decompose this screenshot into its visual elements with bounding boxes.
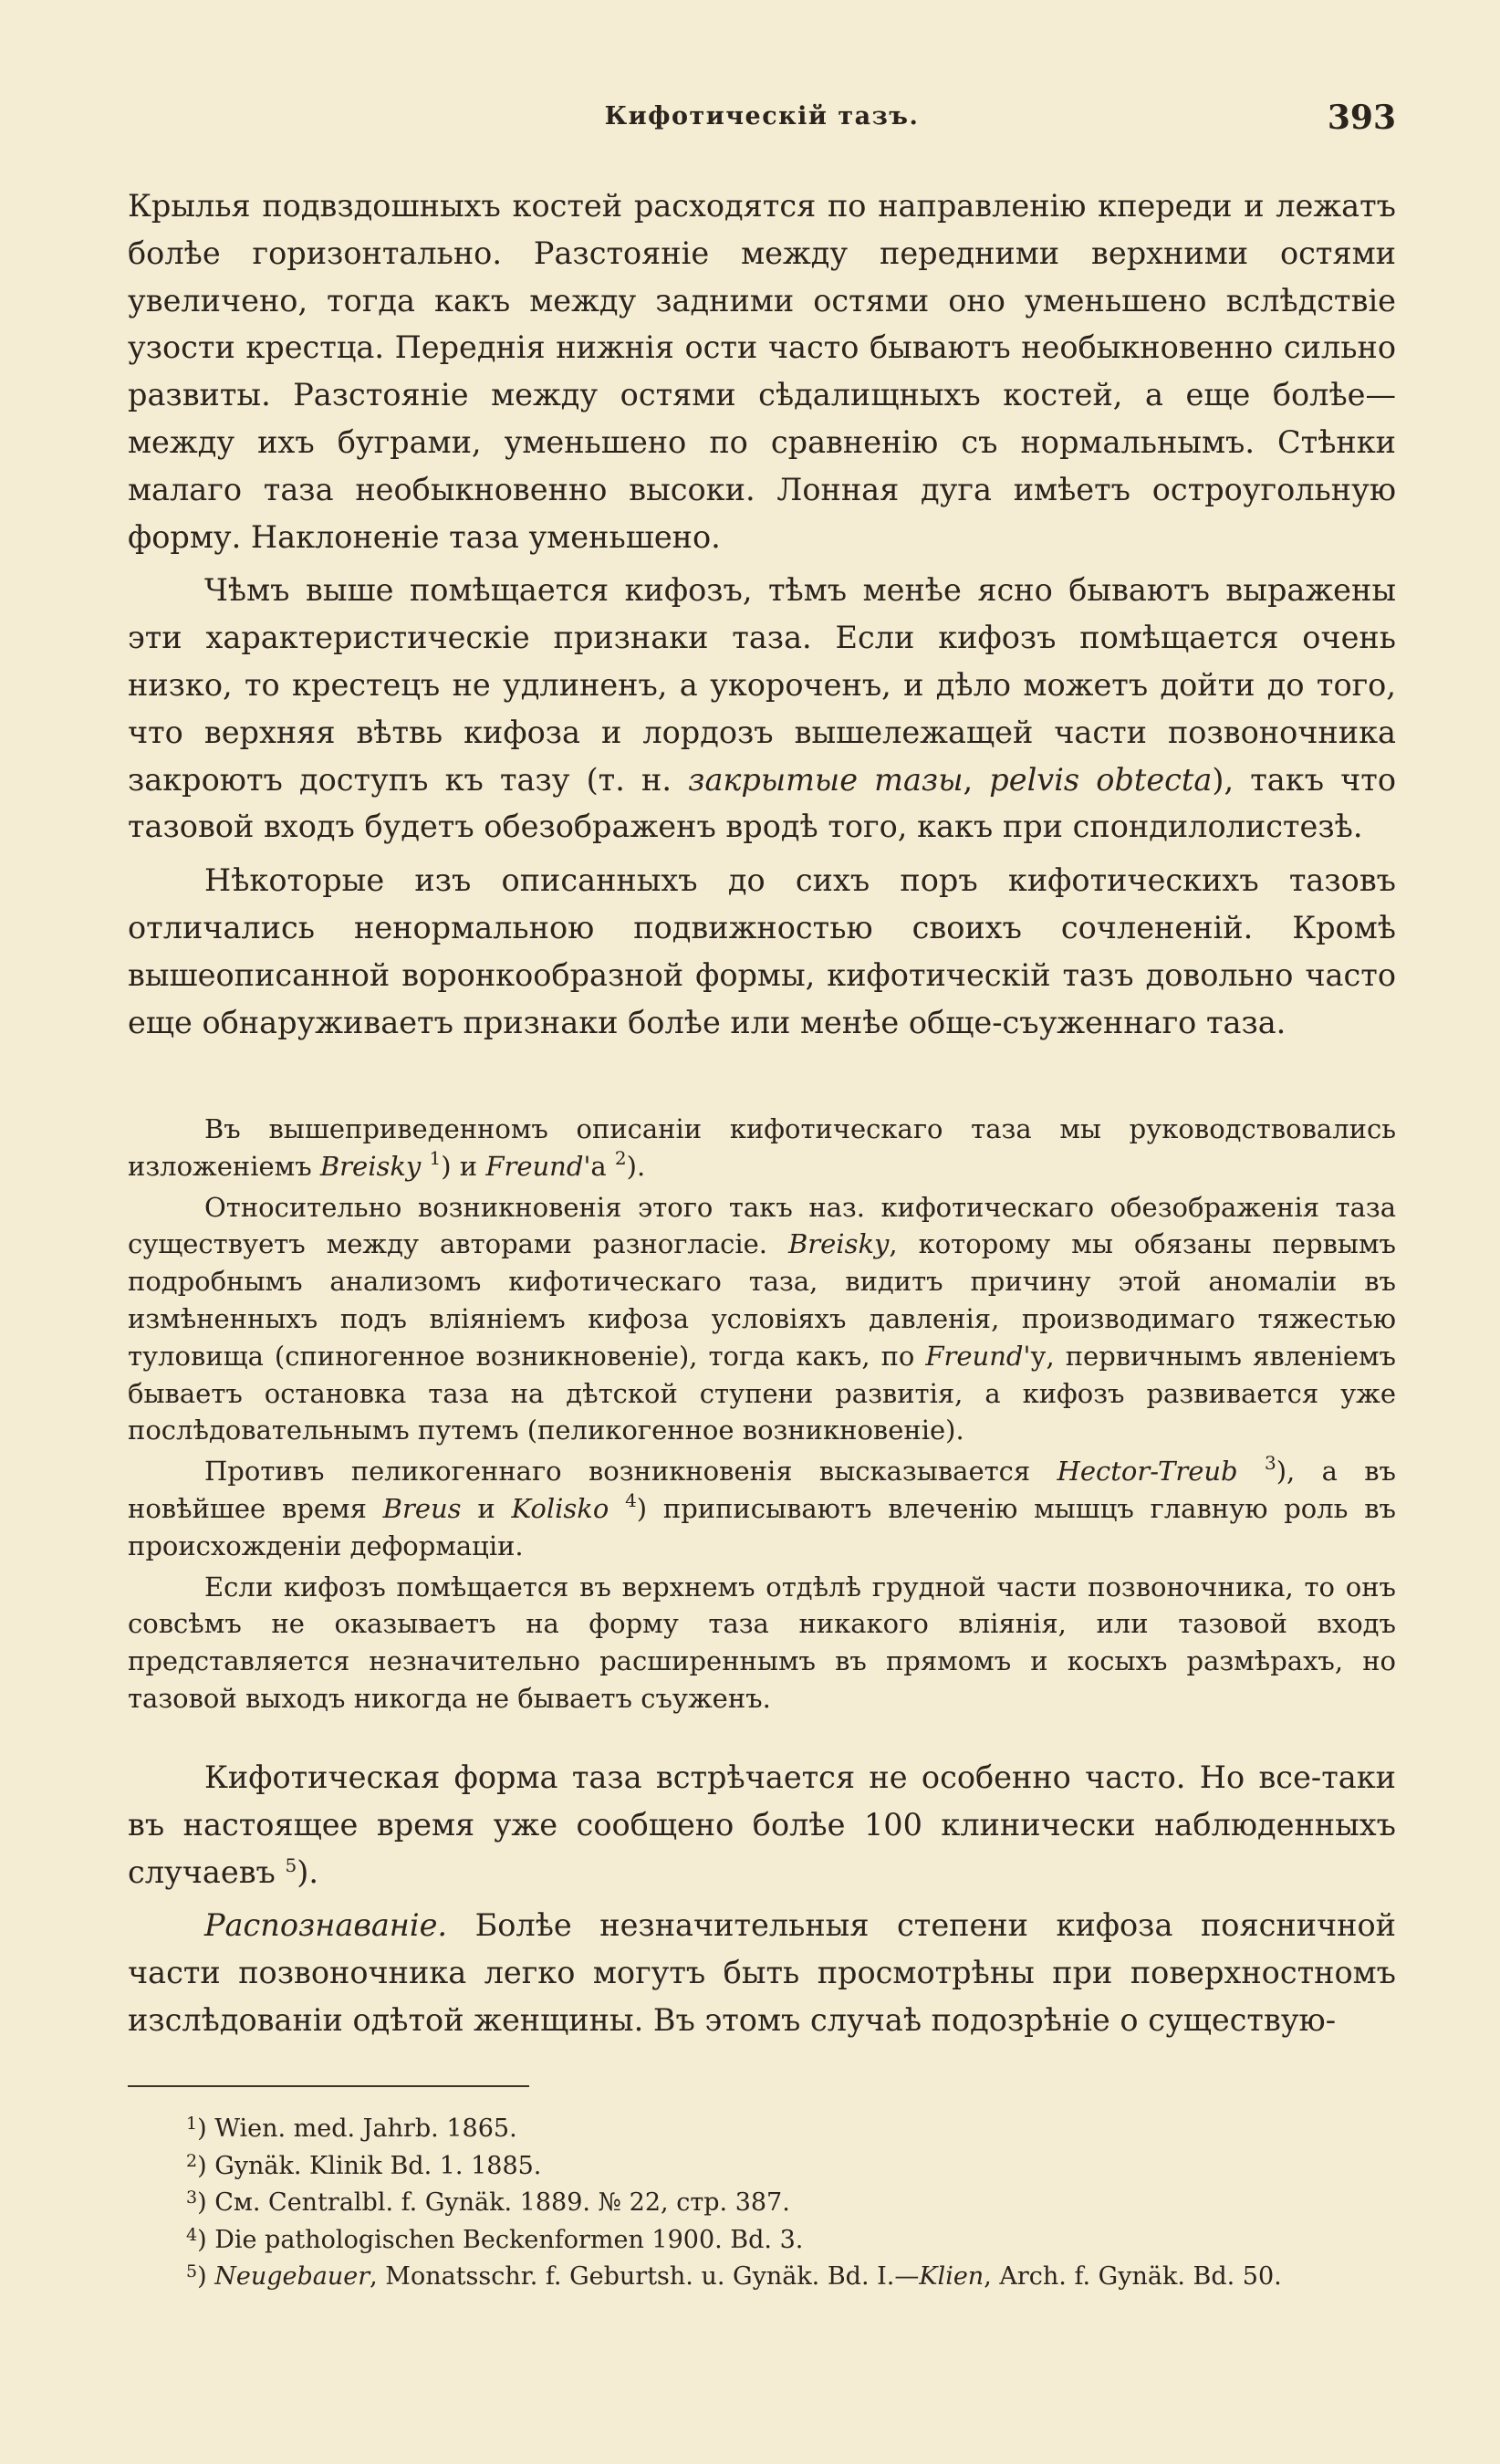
note-origin [128, 1189, 1396, 1450]
text-run: ), такъ что тазовой входъ будетъ обезображенъ вродѣ того, какъ при спондилолистезѣ. [128, 761, 1397, 845]
text-run: ). [626, 1150, 646, 1182]
footnote-ref: 2 [614, 1146, 627, 1169]
footnote-divider [128, 2085, 529, 2087]
footnote-mark: 4 [186, 2224, 198, 2245]
footnote-text: ) Wien. med. Jahrb. 1865. [197, 2114, 517, 2143]
footnote-text: , Arch. f. Gynäk. Bd. 50. [984, 2262, 1282, 2291]
footnote-ref: 3 [1264, 1452, 1276, 1475]
footnote-mark: 5 [186, 2261, 198, 2281]
text-run: ). [297, 1853, 318, 1890]
footnote-ref: 4 [625, 1488, 637, 1511]
small-print-notes [128, 1111, 1396, 1721]
text-run: Относительно возникновенія этого такъ наз. кифотическаго обезображенія таза существуетъ между авторами разногласіе. [128, 1191, 1396, 1260]
footnote [128, 2108, 1396, 2146]
paragraph-pelvis-description: Крылья подвздошныхъ костей расходятся по направленію кпереди и лежатъ болѣе горизонтально. Разстояніе между передними верхними остями увеличено, тогда какъ между задними остями оно уменьшено вслѣдствіе узости крестца. Переднія нижнія ости часто бываютъ необыкновенно сильно развиты. Разстояніе между остями сѣдалищныхъ костей, а еще болѣе—между ихъ буграми, уменьшено по сравненію съ нормальнымъ. Стѣнки малаго таза необыкновенно высоки. Лонная дуга имѣетъ остроугольную форму. Наклоненіе таза уменьшено. [128, 188, 1396, 555]
text-run: 'а [583, 1150, 615, 1182]
paragraph-mobility: Нѣкоторые изъ описанныхъ до сихъ поръ кифотическихъ тазовъ отличались ненормальною подвижностью своихъ сочлененій. Кромѣ вышеописанной воронкообразной формы, кифотическій тазъ довольно часто еще обнаруживаетъ признаки болѣе или менѣе обще-съуженнаго таза. [128, 862, 1396, 1040]
paragraph-frequency [128, 1754, 1396, 1895]
author-name: Breisky [787, 1228, 890, 1260]
running-title: Кифотическій тазъ. [604, 102, 920, 131]
footnote [128, 2146, 1396, 2183]
main-text [128, 183, 1396, 1052]
footnote [128, 2182, 1396, 2219]
footnote-text: , Monatsschr. f. Geburtsh. u. Gynäk. Bd. I.— [370, 2262, 920, 2291]
text-run: 'у, первичнымъ явленіемъ бываетъ остановка таза на дѣтской ступени развитія, а кифозъ развивается уже послѣдовательнымъ путемъ (пеликогенное возникновеніе). [128, 1340, 1396, 1446]
footnote-mark: 3 [186, 2187, 198, 2208]
text-run: ) приписываютъ влеченію мышцъ главную роль въ происхожденіи деформаціи. [128, 1492, 1396, 1561]
footnote-mark: 2 [186, 2150, 198, 2171]
footnote-ref: 5 [285, 1853, 297, 1876]
author-name: Klien [919, 2262, 984, 2291]
author-name: Freund [925, 1340, 1024, 1372]
text-run: ) и [441, 1150, 486, 1182]
page-header [128, 99, 1396, 139]
footnote-mark: 1 [186, 2114, 198, 2134]
note-against [128, 1453, 1396, 1564]
term-pelvis-obtecta: pelvis obtecta [989, 761, 1213, 798]
paragraph-diagnosis [128, 1902, 1396, 2043]
note-sources [128, 1111, 1396, 1185]
author-name: Hector-Treub [1057, 1456, 1238, 1488]
text-run: и [461, 1492, 512, 1524]
footnote-text: ) Gynäk. Klinik Bd. 1. 1885. [197, 2151, 542, 2180]
author-name: Neugebauer [214, 2262, 370, 2291]
footnote: $^5$) Neugebauer, Monatsschr. f. Geburtsh. u. Gynäk. Bd. I.—Klien, Arch. f. Gynäk. Bd. 50. [186, 2261, 1282, 2291]
footnote-ref: 1 [429, 1146, 442, 1169]
text-run: Противъ пеликогеннаго возникновенія высказывается [204, 1456, 1057, 1488]
page-number: 393 [1327, 99, 1396, 137]
text-run: , которому мы обязаны первымъ подробнымъ анализомъ кифотическаго таза, видитъ причину этой аномаліи въ измѣненныхъ подъ вліяніемъ кифоза условіяхъ давленія, производимаго тяжестью туловища (спиногенное возникновеніе), тогда какъ, по [128, 1228, 1396, 1372]
paragraph-kyphosis-position [128, 567, 1396, 851]
text-run: ), а въ новѣйшее время [128, 1456, 1396, 1524]
main-text-continued [128, 1754, 1396, 2051]
note-upper-kyphosis: Если кифозъ помѣщается въ верхнемъ отдѣлѣ грудной части позвоночника, то онъ совсѣмъ не оказываетъ на форму таза никакого вліянія, или тазовой входъ представляется незначительно расширеннымъ въ прямомъ и косыхъ размѣрахъ, но тазовой выходъ никогда не бываетъ съуженъ. [128, 1571, 1396, 1714]
footnote [128, 2219, 1396, 2257]
text-run: Въ вышеприведенномъ описаніи кифотическаго таза мы руководствовались изложеніемъ [128, 1113, 1396, 1182]
footnote-text: ) Die pathologischen Beckenformen 1900. Bd. 3. [197, 2225, 804, 2254]
term-closed-pelvis: закрытые тазы [688, 761, 964, 798]
footnote-text: ) См. Centralbl. f. Gynäk. 1889. № 22, стр. 387. [197, 2188, 790, 2217]
text-run: , [963, 761, 990, 798]
author-name: Breus [382, 1492, 462, 1524]
text-run: Кифотическая форма таза встрѣчается не особенно часто. Но все-таки въ настоящее время уже сообщено болѣе 100 клинически наблюденныхъ случаевъ [128, 1759, 1396, 1890]
footnotes [128, 2108, 1396, 2293]
text-run: Болѣе незначительныя степени кифоза поясничной части позвоночника легко могутъ быть просмотрѣны при поверхностномъ изслѣдованіи одѣтой женщины. Въ этомъ случаѣ подозрѣніе о существую- [128, 1907, 1396, 2038]
author-name: Freund [485, 1150, 584, 1182]
author-name: Breisky [319, 1150, 422, 1182]
text-run: Чѣмъ выше помѣщается кифозъ, тѣмъ менѣе ясно бываютъ выражены эти характеристическіе признаки таза. Если кифозъ помѣщается очень низко, то крестецъ не удлиненъ, а укороченъ, и дѣло можетъ дойти до того, что верхняя вѣтвь кифоза и лордозъ вышележащей части позвоночника закроютъ доступъ къ тазу (т. н. [128, 572, 1396, 798]
author-name: Kolisko [511, 1492, 609, 1524]
section-term-diagnosis: Распознаваніе. [204, 1907, 448, 1944]
